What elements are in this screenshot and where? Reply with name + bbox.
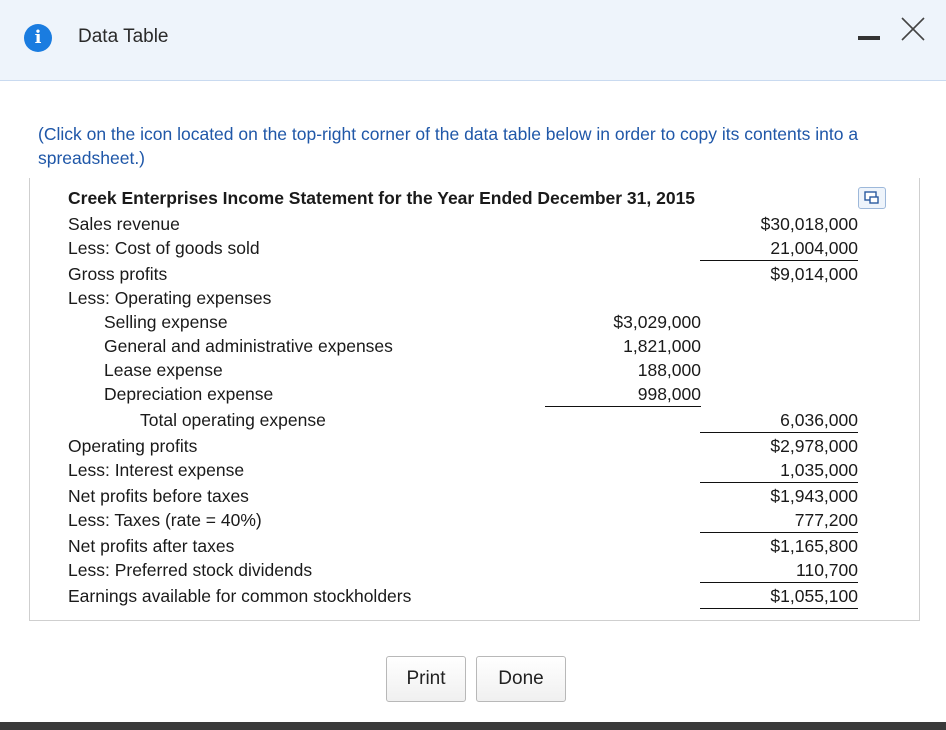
info-icon: i	[24, 24, 52, 52]
row-total-value: $9,014,000	[770, 264, 858, 284]
row-label: Net profits before taxes	[68, 486, 249, 506]
row-label: General and administrative expenses	[104, 336, 393, 356]
row-label: Net profits after taxes	[68, 536, 235, 556]
table-row	[0, 310, 946, 334]
row-total-value: $1,055,100	[700, 584, 858, 609]
row-total-value: $1,165,800	[770, 536, 858, 556]
table-row	[0, 534, 946, 558]
row-total-value: 110,700	[700, 558, 858, 583]
row-label: Operating profits	[68, 436, 198, 456]
table-row	[0, 558, 946, 582]
table-row	[0, 434, 946, 458]
table-row	[0, 262, 946, 286]
row-label: Less: Interest expense	[68, 460, 245, 480]
row-label: Less: Taxes (rate = 40%)	[68, 510, 262, 530]
done-button[interactable]: Done	[476, 656, 566, 702]
row-total-value: 21,004,000	[700, 236, 858, 261]
row-total-value: $30,018,000	[760, 214, 858, 234]
row-total-value: 1,035,000	[700, 458, 858, 483]
table-row	[0, 408, 946, 432]
row-total-value: 6,036,000	[700, 408, 858, 433]
table-row	[0, 484, 946, 508]
table-row	[0, 286, 946, 310]
table-row	[0, 458, 946, 482]
dialog-titlebar	[0, 0, 946, 81]
row-total-value: 777,200	[700, 508, 858, 533]
row-detail-value: $3,029,000	[613, 312, 701, 332]
table-heading: Creek Enterprises Income Statement for the Year Ended December 31, 2015	[68, 188, 696, 208]
table-row	[0, 358, 946, 382]
minimize-icon[interactable]	[858, 36, 880, 40]
row-detail-value: 998,000	[545, 382, 701, 407]
row-label: Less: Preferred stock dividends	[68, 560, 313, 580]
table-row	[0, 508, 946, 532]
row-label: Less: Cost of goods sold	[68, 238, 260, 258]
table-heading-row	[0, 186, 946, 210]
row-total-value: $2,978,000	[770, 436, 858, 456]
instruction-text: (Click on the icon located on the top-right corner of the data table below in order to copy its contents into a spreadsheet.)	[38, 124, 859, 168]
row-detail-value: 1,821,000	[623, 336, 701, 356]
row-label: Gross profits	[68, 264, 168, 284]
table-row	[0, 382, 946, 406]
row-detail-value: 188,000	[637, 360, 701, 380]
row-label: Total operating expense	[140, 410, 326, 430]
row-label: Sales revenue	[68, 214, 180, 234]
table-row	[0, 236, 946, 260]
row-label: Lease expense	[104, 360, 223, 380]
row-label: Less: Operating expenses	[68, 288, 272, 308]
table-row	[0, 584, 946, 608]
print-button[interactable]: Print	[386, 656, 466, 702]
table-row	[0, 334, 946, 358]
row-label: Earnings available for common stockholders	[68, 586, 412, 606]
row-label: Depreciation expense	[104, 384, 274, 404]
table-row	[0, 212, 946, 236]
row-total-value: $1,943,000	[770, 486, 858, 506]
row-label: Selling expense	[104, 312, 228, 332]
close-icon[interactable]	[898, 14, 928, 44]
window-bottom-edge	[0, 722, 946, 730]
dialog-title: Data Table	[78, 26, 169, 47]
